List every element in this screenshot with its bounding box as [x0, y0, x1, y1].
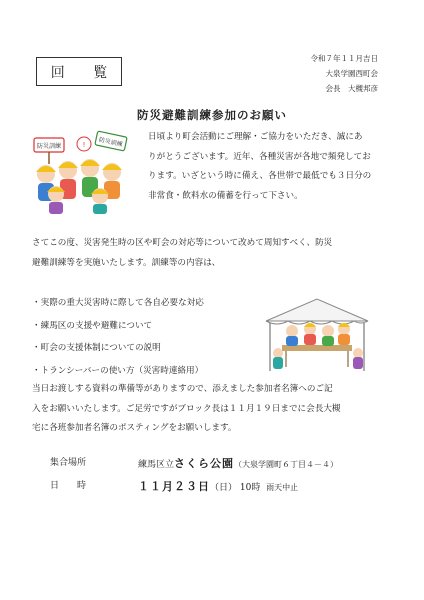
svg-text:!: ! [82, 141, 86, 149]
paragraph-line: 入をお願いいたします。ご足労ですがブロック長は１１月１９日までに会長大槻 [32, 403, 341, 414]
circular-label: 回 覧 [50, 64, 120, 81]
paragraph-line: 避難訓練等を実施いたします。訓練等の内容は、 [32, 257, 221, 268]
intro-paragraph [148, 128, 388, 206]
tent-meeting-illustration [262, 295, 372, 373]
rain-note: 雨天中止 [266, 483, 299, 492]
list-item: ・トランシーバーの使い方（災害時連絡用） [32, 365, 204, 376]
list-item: ・実際の重大災害時に際して各自必要な対応 [32, 298, 204, 308]
place-value [138, 455, 338, 471]
place-name: さくら公園 [174, 457, 235, 470]
datetime-label: 日 時 [50, 481, 87, 491]
place-address: （大泉学園町６丁目４－４） [234, 460, 339, 469]
intro-line: 非常食・飲料水の備蓄を行って下さい。 [148, 190, 303, 201]
disaster-drill-people-illustration [28, 130, 138, 215]
datetime-row [50, 478, 410, 501]
event-day: （日） [210, 483, 238, 493]
drill-description-paragraph [32, 234, 392, 273]
paragraph-line: 宅に各班参加者名簿のポスティングをお願いします。 [32, 423, 237, 433]
list-item: ・練馬区の支援や避難について [32, 320, 153, 331]
place-row [50, 455, 410, 478]
roster-request-paragraph [32, 380, 392, 439]
event-date: １１月２３日 [138, 480, 210, 493]
header-organization: 大泉学園西町会 [325, 69, 378, 78]
list-item: ・町会の支援体制についての説明 [32, 343, 161, 353]
intro-line: りがとうございます。近年、各種災害が各地で頻発してお [148, 151, 371, 162]
paragraph-line: さてこの度、災害発生時の区や町会の対応等について改めて周知すべく、防災 [32, 238, 333, 248]
header-date: 令和７年１１月吉日 [310, 54, 378, 63]
circular-label-box [36, 57, 122, 86]
header-president: 会長 大槻邦彦 [325, 84, 378, 93]
place-prefix: 練馬区立 [138, 460, 175, 470]
drill-content-list [32, 292, 282, 382]
event-info-block [50, 455, 410, 501]
intro-line: 日頃より町会活動にご理解・ご協力をいただき、誠にあ [148, 132, 363, 142]
paragraph-line: 当日お渡しする資料の準備等がありますので、添えました参加者名簿へのご記 [32, 384, 333, 394]
datetime-value [138, 478, 298, 494]
intro-line: ります。いざという時に備え、各世帯で最低でも３日分の [148, 171, 372, 181]
event-time: 10時 [239, 483, 261, 493]
sign-left-text: 防災訓練 [36, 143, 62, 150]
header-block [311, 51, 379, 96]
sign-right-text: 防災訓練 [98, 136, 124, 149]
document-title: 防災避難訓練参加のお願い [137, 108, 287, 122]
place-label: 集合場所 [50, 458, 87, 468]
